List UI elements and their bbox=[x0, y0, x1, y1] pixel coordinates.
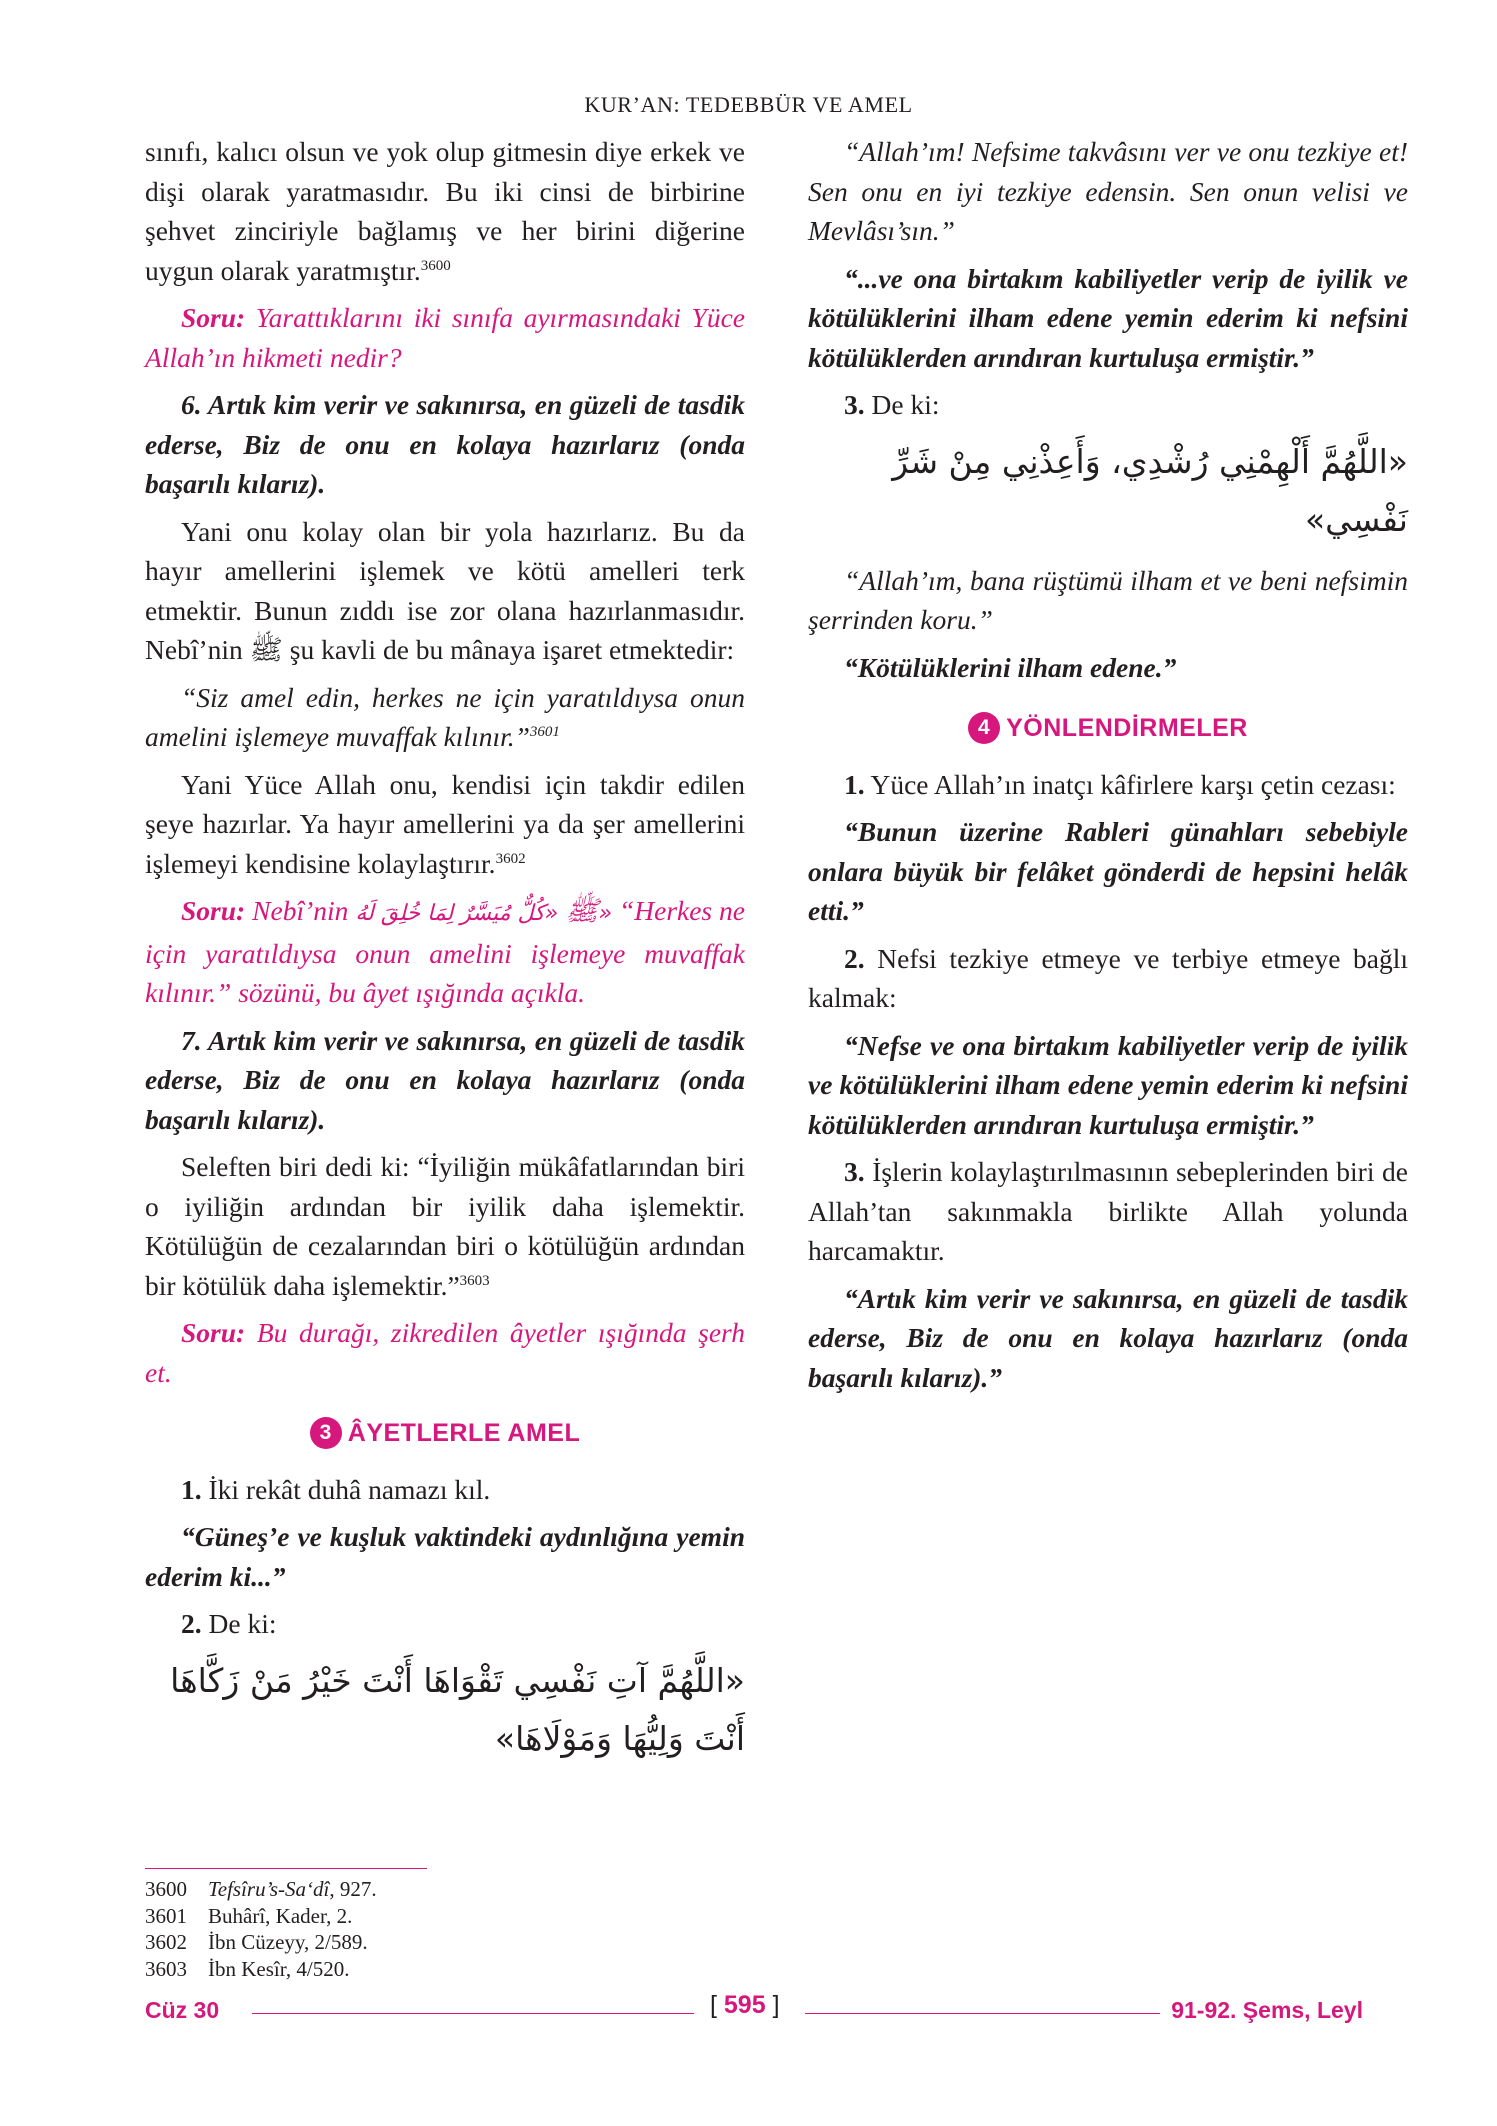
verse-quote: “...ve ona birtakım kabiliyetler verip de iyilik ve kötülüklerini ilham edene yemin ederim ki nefsini kötülüklerden arındıran kurtuluşa ermiştir.” bbox=[808, 262, 1408, 373]
left-column bbox=[145, 132, 745, 1780]
footnote-ref: 3601 bbox=[529, 724, 560, 740]
footer-line-left bbox=[252, 2013, 694, 2014]
verse-quote: “Güneş’e ve kuşluk vaktindeki aydınlığına yemin ederim ki...” bbox=[145, 1521, 745, 1592]
footnote-divider bbox=[145, 1868, 427, 1869]
footnote-ref: 3602 bbox=[495, 850, 526, 867]
arabic-prayer: «اللَّهُمَّ أَلْهِمْنِي رُشْدِي، وَأَعِذْنِي مِنْ شَرِّ نَفْسِي» bbox=[892, 441, 1408, 539]
question: Soru: Nebî’nin ﷺ «كُلٌّ مُيَسَّرٌ لِمَا خُلِقَ لَهُ» “Herkes ne için yaratıldıysa onun amelini işlemeye muvaffak kılınır.” sözünü, bu âyet ışığında açıkla. bbox=[145, 895, 746, 1008]
page-footer bbox=[145, 1991, 1363, 2033]
page-number: [ 595 ] bbox=[710, 1991, 780, 2019]
footnote: 3601 Buhârî, Kader, 2. bbox=[145, 1903, 353, 1928]
footnote: 3600 Tefsîru’s-Sa‘dî, 927. bbox=[145, 1877, 377, 1901]
footnote: 3603 İbn Kesîr, 4/520. bbox=[145, 1956, 350, 1981]
prayer-translation: “Allah’ım, bana rüştümü ilham et ve beni nefsimin şerrinden koru.” bbox=[808, 564, 1408, 635]
footnote: 3602 İbn Cüzeyy, 2/589. bbox=[145, 1930, 368, 1954]
question: Soru: Bu durağı, zikredilen âyetler ışığında şerh et. bbox=[145, 1317, 746, 1388]
running-header: KUR’AN: TEDEBBÜR VE AMEL bbox=[584, 92, 913, 117]
verse-quote: “Kötülüklerini ilham edene.” bbox=[844, 651, 1177, 683]
paragraph: Seleften biri dedi ki: “İyiliğin mükâfatlarından biri o iyiliğin ardından bir iyilik daha işlemektir. Kötülüğün de cezalarından biri o kötülüğün ardından bir kötülük daha işlemektir.”$^{3603}$ bbox=[145, 1151, 745, 1301]
paragraph: sınıfı, kalıcı olsun ve yok olup gitmesin diye erkek ve dişi olarak yaratmasıdır. Bu iki cinsi de birbirine şehvet zinciriyle bağlamış ve her birini diğerine uygun olarak yaratmıştır.$^{3600}$ bbox=[145, 136, 745, 286]
list-item: 3. De ki: bbox=[844, 389, 940, 420]
footer-line-right bbox=[805, 2013, 1160, 2014]
section-number-badge: 4 bbox=[968, 712, 1000, 744]
juz-label: Cüz 30 bbox=[145, 1997, 220, 2023]
hadith-quote: “Siz amel edin, herkes ne için yaratıldıysa onun amelini işlemeye muvaffak kılınır.”$^{3601}$ bbox=[145, 681, 745, 752]
section-number-badge: 3 bbox=[310, 1417, 342, 1449]
verse-quote: “Bunun üzerine Rableri günahları sebebiyle onlara büyük bir felâket gönderdi de hepsini helâk etti.” bbox=[808, 816, 1408, 926]
verse-quote: “Artık kim verir ve sakınırsa, en güzeli de tasdik ederse, Biz de onu en kolaya hazırlarız (onda başarılı kılarız).” bbox=[808, 1282, 1408, 1393]
footnote-ref: 3600 bbox=[420, 257, 451, 274]
right-column bbox=[808, 132, 1408, 1405]
verse-quote: “Nefse ve ona birtakım kabiliyetler verip de iyilik ve kötülüklerini ilham edene yemin ederim ki nefsini kötülüklerden arındıran kurtuluşa ermiştir.” bbox=[808, 1029, 1408, 1140]
arabic-prayer: «اللَّهُمَّ آتِ نَفْسِي تَقْوَاهَا أَنْتَ خَيْرُ مَنْ زَكَّاهَا أَنْتَ وَلِيُّهَا وَمَوْلَاهَا» bbox=[170, 1660, 745, 1758]
paragraph: Yani Yüce Allah onu, kendisi için takdir edilen şeye hazırlar. Ya hayır amellerini ya da şer amellerini işlemeyi kendisine kolaylaştırır.$^{3602}$ bbox=[145, 768, 745, 879]
footnotes bbox=[145, 1876, 745, 1982]
surah-label: 91-92. Şems, Leyl bbox=[1171, 1997, 1363, 2023]
paragraph: Yani onu kolay olan bir yola hazırlarız. Bu da hayır amellerini işlemek ve kötü amelleri terk etmektir. Bunun zıddı ise zor olana hazırlanmasıdır. Nebî’nin ﷺ şu kavli de bu mânaya işaret etmektedir: bbox=[145, 515, 745, 665]
section-heading-3: 3 ÂYETLERLE AMEL bbox=[145, 1414, 745, 1454]
arabic-hadith: «كُلٌّ مُيَسَّرٌ لِمَا خُلِقَ لَهُ» bbox=[355, 901, 613, 926]
list-item: 2. Nefsi tezkiye etmeye ve terbiye etmeye bağlı kalmak: bbox=[808, 942, 1408, 1013]
list-item: 2. De ki: bbox=[181, 1608, 277, 1639]
verse-7: 7. Artık kim verir ve sakınırsa, en güzeli de tasdik ederse, Biz de onu en kolaya hazırlarız (onda başarılı kılarız). bbox=[145, 1024, 745, 1135]
list-item: 3. İşlerin kolaylaştırılmasının sebeplerinden biri de Allah’tan sakınmakla birlikte Allah yolunda harcamaktır. bbox=[808, 1156, 1408, 1266]
section-heading-4: 4 YÖNLENDİRMELER bbox=[808, 709, 1408, 749]
footnote-ref: 3603 bbox=[459, 1272, 490, 1289]
question: Soru: Yarattıklarını iki sınıfa ayırmasındaki Yüce Allah’ın hikmeti nedir? bbox=[145, 302, 746, 373]
list-item: 1. İki rekât duhâ namazı kıl. bbox=[181, 1473, 491, 1505]
list-item: 1. Yüce Allah’ın inatçı kâfirlere karşı çetin cezası: bbox=[844, 768, 1396, 800]
verse-6: 6. Artık kim verir ve sakınırsa, en güzeli de tasdik ederse, Biz de onu en kolaya hazırlarız (onda başarılı kılarız). bbox=[145, 389, 745, 499]
prayer-translation: “Allah’ım! Nefsime takvâsını ver ve onu tezkiye et! Sen onu en iyi tezkiye edensin. Sen onun velisi ve Mevlâsı’sın.” bbox=[808, 136, 1408, 246]
